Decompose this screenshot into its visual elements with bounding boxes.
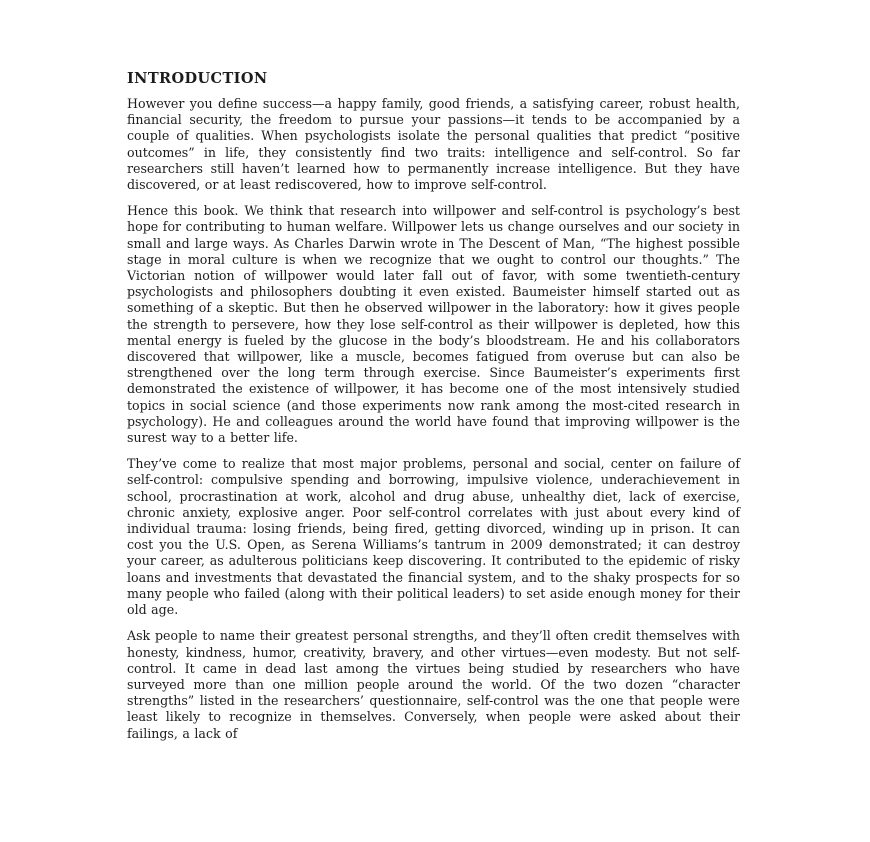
page-title: INTRODUCTION xyxy=(127,70,268,87)
body-text xyxy=(127,96,740,742)
paragraph: However you define success—a happy family, good friends, a satisfying career, robust health, financial security, the freedom to pursue your passions—it tends to be accompanied by a couple of qualities. When psychologists isolate the personal qualities that predict “positive outcomes” in life, they consistently find two traits: intelligence and self-control. So far researchers still haven’t learned how to permanently increase intelligence. But they have discovered, or at least rediscovered, how to improve self-control. xyxy=(127,96,740,193)
paragraph: Hence this book. We think that research into willpower and self-control is psychology’s best hope for contributing to human welfare. Willpower lets us change ourselves and our society in small and large ways. As Charles Darwin wrote in The Descent of Man, “The highest possible stage in moral culture is when we recognize that we ought to control our thoughts.” The Victorian notion of willpower would later fall out of favor, with some twentieth-century psychologists and philosophers doubting it even existed. Baumeister himself started out as something of a skeptic. But then he observed willpower in the laboratory: how it gives people the strength to persevere, how they lose self-control as their willpower is depleted, how this mental energy is fueled by the glucose in the body’s bloodstream. He and his collaborators discovered that willpower, like a muscle, becomes fatigued from overuse but can also be strengthened over the long term through exercise. Since Baumeister’s experiments first demonstrated the existence of willpower, it has become one of the most intensively studied topics in social science (and those experiments now rank among the most-cited research in psychology). He and colleagues around the world have found that improving willpower is the surest way to a better life. xyxy=(127,203,740,446)
paragraph: They’ve come to realize that most major problems, personal and social, center on failure of self-control: compulsive spending and borrowing, impulsive violence, underachievement in school, procrastination at work, alcohol and drug abuse, unhealthy diet, lack of exercise, chronic anxiety, explosive anger. Poor self-control correlates with just about every kind of individual trauma: losing friends, being fired, getting divorced, winding up in prison. It can cost you the U.S. Open, as Serena Williams’s tantrum in 2009 demonstrated; it can destroy your career, as adulterous politicians keep discovering. It contributed to the epidemic of risky loans and investments that devastated the financial system, and to the shaky prospects for so many people who failed (along with their political leaders) to set aside enough money for their old age. xyxy=(127,456,740,618)
paragraph: Ask people to name their greatest personal strengths, and they’ll often credit themselves with honesty, kindness, humor, creativity, bravery, and other virtues—even modesty. But not self-control. It came in dead last among the virtues being studied by researchers who have surveyed more than one million people around the world. Of the two dozen “character strengths” listed in the researchers’ questionnaire, self-control was the one that people were least likely to recognize in themselves. Conversely, when people were asked about their failings, a lack of xyxy=(127,628,740,741)
